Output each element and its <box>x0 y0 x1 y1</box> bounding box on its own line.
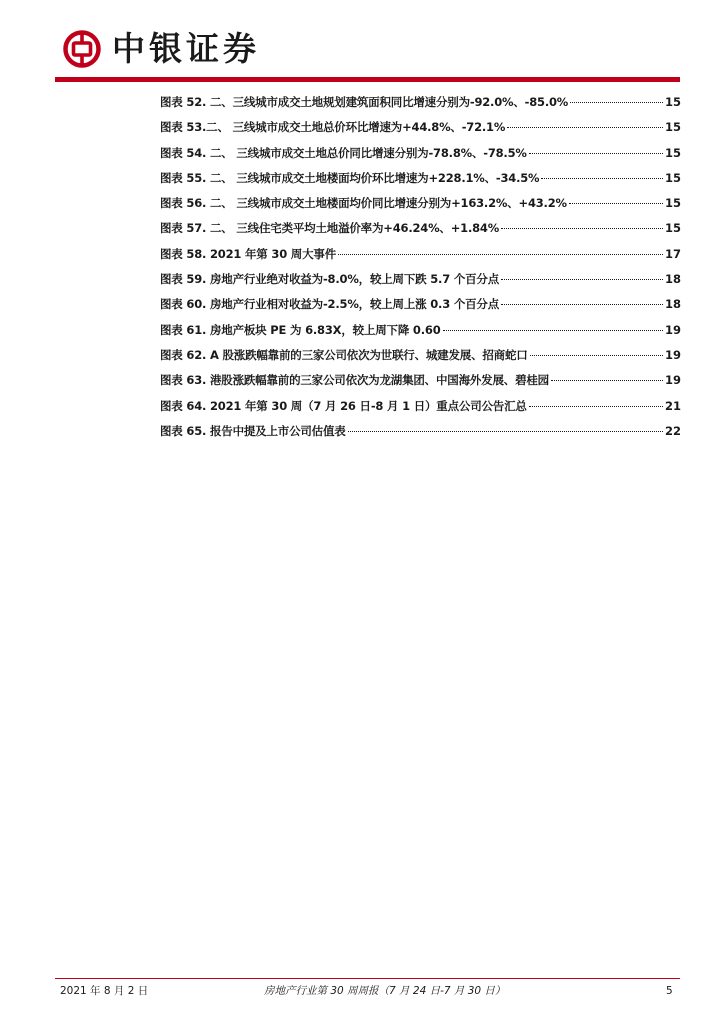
page-header <box>0 0 724 84</box>
toc-leader-dots <box>501 279 663 280</box>
toc-leader-dots <box>338 254 663 255</box>
toc-item[interactable] <box>160 117 681 142</box>
toc-item-page: 21 <box>664 398 681 413</box>
toc-leader-dots <box>501 228 663 229</box>
toc-leader-dots <box>348 431 663 432</box>
toc-item[interactable] <box>160 370 681 395</box>
toc-item-page: 15 <box>664 120 681 135</box>
toc-item[interactable] <box>160 320 681 345</box>
toc-leader-dots <box>529 153 663 154</box>
toc-leader-dots <box>551 380 663 381</box>
toc-item[interactable] <box>160 193 681 218</box>
toc-item-page: 18 <box>664 297 681 312</box>
toc-item-title: 图表 62. A 股涨跌幅靠前的三家公司依次为世联行、城建发展、招商蛇口 <box>160 347 528 362</box>
toc-item[interactable] <box>160 396 681 421</box>
toc-item-page: 15 <box>664 196 681 211</box>
brand-name: 中银证券 <box>112 29 260 68</box>
footer-page-number: 5 <box>666 985 673 997</box>
table-of-figures <box>160 92 681 446</box>
toc-item-page: 19 <box>664 347 681 362</box>
toc-item-title: 图表 64. 2021 年第 30 周（7 月 26 日-8 月 1 日）重点公司公告汇总 <box>160 398 527 413</box>
toc-item-title: 图表 55. 二、 三线城市成交土地楼面均价环比增速为+228.1%、-34.5% <box>160 170 540 185</box>
toc-item-title: 图表 57. 二、 三线住宅类平均土地溢价率为+46.24%、+1.84% <box>160 221 500 236</box>
toc-item-title: 图表 53.二、 三线城市成交土地总价环比增速为+44.8%、-72.1% <box>160 120 506 135</box>
footer-report-title: 房地产行业第 30 周周报（7 月 24 日-7 月 30 日） <box>264 985 506 997</box>
toc-item[interactable] <box>160 294 681 319</box>
toc-item[interactable] <box>160 244 681 269</box>
toc-leader-dots <box>569 203 663 204</box>
toc-leader-dots <box>501 304 663 305</box>
toc-item-title: 图表 65. 报告中提及上市公司估值表 <box>160 423 346 438</box>
toc-leader-dots <box>570 102 663 103</box>
toc-leader-dots <box>541 178 663 179</box>
toc-item-title: 图表 61. 房地产板块 PE 为 6.83X，较上周下降 0.60 <box>160 322 441 337</box>
toc-leader-dots <box>507 127 663 128</box>
footer-divider <box>55 978 680 979</box>
toc-item-page: 19 <box>664 373 681 388</box>
toc-item-page: 15 <box>664 145 681 160</box>
toc-item-title: 图表 59. 房地产行业绝对收益为-8.0%，较上周下跌 5.7 个百分点 <box>160 272 500 287</box>
toc-item-page: 22 <box>664 423 681 438</box>
toc-item-page: 19 <box>664 322 681 337</box>
toc-item[interactable] <box>160 345 681 370</box>
toc-leader-dots <box>443 330 663 331</box>
toc-item-title: 图表 54. 二、 三线城市成交土地总价同比增速分别为-78.8%、-78.5% <box>160 145 527 160</box>
toc-leader-dots <box>530 355 663 356</box>
toc-leader-dots <box>529 406 663 407</box>
toc-item-title: 图表 56. 二、 三线城市成交土地楼面均价同比增速分别为+163.2%、+43.2% <box>160 196 567 211</box>
toc-item-title: 图表 52. 二、三线城市成交土地规划建筑面积同比增速分别为-92.0%、-85.0% <box>160 95 569 109</box>
toc-item-page: 15 <box>664 95 681 109</box>
toc-item-page: 15 <box>664 170 681 185</box>
toc-item-title: 图表 63. 港股涨跌幅靠前的三家公司依次为龙湖集团、中国海外发展、碧桂园 <box>160 373 549 388</box>
bank-of-china-logo-icon <box>62 29 102 69</box>
toc-item[interactable] <box>160 168 681 193</box>
toc-item-page: 15 <box>664 221 681 236</box>
toc-item-title: 图表 60. 房地产行业相对收益为-2.5%，较上周上涨 0.3 个百分点 <box>160 297 500 312</box>
toc-item[interactable] <box>160 218 681 243</box>
toc-item[interactable] <box>160 421 681 446</box>
toc-item-page: 18 <box>664 272 681 287</box>
toc-item[interactable] <box>160 92 681 117</box>
footer-date: 2021 年 8 月 2 日 <box>60 985 149 997</box>
toc-item[interactable] <box>160 143 681 168</box>
toc-item-page: 17 <box>664 246 681 261</box>
toc-item[interactable] <box>160 269 681 294</box>
header-divider <box>55 77 680 82</box>
toc-item-title: 图表 58. 2021 年第 30 周大事件 <box>160 246 336 261</box>
